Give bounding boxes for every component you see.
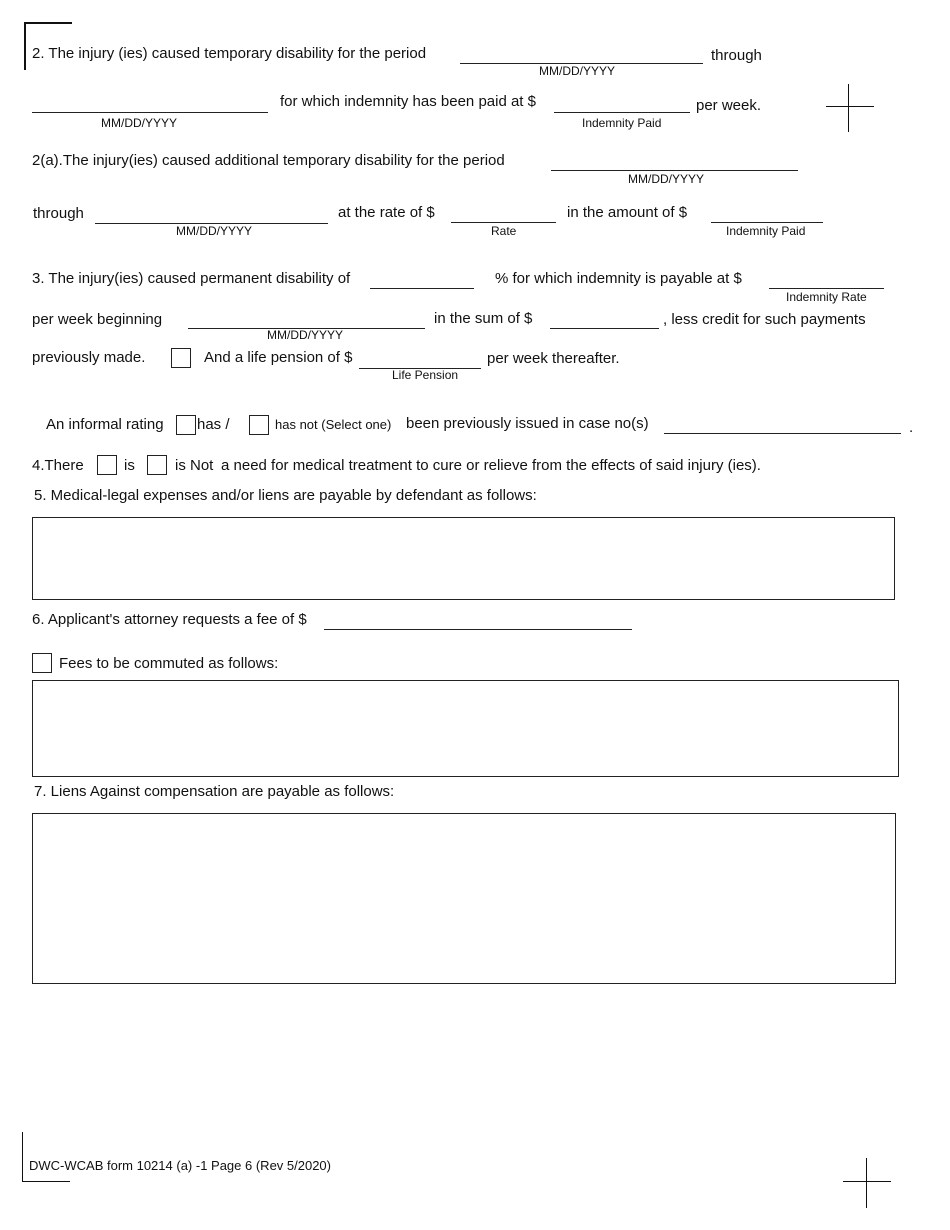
life-pension-checkbox[interactable] bbox=[171, 348, 191, 368]
sum-field[interactable] bbox=[550, 328, 659, 329]
rate-field[interactable] bbox=[451, 222, 556, 223]
informal-rating-text: An informal rating bbox=[46, 416, 164, 433]
through-text: through bbox=[33, 205, 84, 222]
date-hint: MM/DD/YYYY bbox=[101, 116, 178, 130]
section-6-label: 6. Applicant's attorney requests a fee of $ bbox=[32, 611, 307, 628]
crop-mark-bottom-left bbox=[22, 1181, 70, 1182]
section-7-label: 7. Liens Against compensation are payable as follows: bbox=[34, 783, 395, 800]
crop-mark-top-left bbox=[24, 22, 72, 24]
through-text: through bbox=[711, 47, 762, 64]
at-rate-text: at the rate of $ bbox=[338, 204, 435, 221]
in-amount-text: in the amount of $ bbox=[567, 204, 688, 221]
section-3-text: 3. The injury(ies) caused permanent disability of bbox=[32, 270, 351, 287]
issued-text: been previously issued in case no(s) bbox=[406, 415, 649, 432]
rate-hint: Rate bbox=[491, 224, 517, 238]
life-pension-hint: Life Pension bbox=[392, 368, 459, 382]
date-hint: MM/DD/YYYY bbox=[628, 172, 705, 186]
date-hint: MM/DD/YYYY bbox=[176, 224, 253, 238]
disability-percent-field[interactable] bbox=[370, 288, 474, 289]
amount-field[interactable] bbox=[711, 222, 823, 223]
less-credit-text: , less credit for such payments bbox=[663, 311, 866, 328]
indemnity-paid-hint: Indemnity Paid bbox=[726, 224, 806, 238]
liens-textbox[interactable] bbox=[32, 813, 896, 984]
is-text: is bbox=[124, 457, 135, 474]
per-week-beginning-text: per week beginning bbox=[32, 311, 163, 328]
life-pension-text: And a life pension of $ bbox=[204, 349, 353, 366]
date-hint: MM/DD/YYYY bbox=[539, 64, 616, 78]
section-5-label: 5. Medical-legal expenses and/or liens are payable by defendant as follows: bbox=[34, 487, 537, 504]
indemnity-paid-hint: Indemnity Paid bbox=[582, 116, 662, 130]
has-text: has / bbox=[197, 416, 230, 433]
crosshair-mark-bottom-right bbox=[843, 1181, 891, 1182]
section-4-text: a need for medical treatment to cure or relieve from the effects of said injury (ies). bbox=[221, 457, 761, 474]
additional-start-date-field[interactable] bbox=[551, 170, 798, 171]
section-2a-text: 2(a).The injury(ies) caused additional temporary disability for the period bbox=[32, 152, 505, 169]
end-date-field[interactable] bbox=[32, 112, 268, 113]
crosshair-mark-bottom-right bbox=[866, 1158, 867, 1208]
crop-mark-top-left bbox=[24, 22, 26, 70]
has-not-checkbox[interactable] bbox=[249, 415, 269, 435]
previously-made-text: previously made. bbox=[32, 349, 146, 366]
fees-commuted-label: Fees to be commuted as follows: bbox=[59, 655, 279, 672]
section-4-there-text: 4.There bbox=[32, 457, 84, 474]
crosshair-mark-top-right bbox=[848, 84, 849, 132]
has-not-text: has not (Select one) bbox=[275, 417, 392, 432]
per-week-text: per week. bbox=[696, 97, 762, 114]
has-checkbox[interactable] bbox=[176, 415, 196, 435]
per-week-thereafter-text: per week thereafter. bbox=[487, 350, 620, 367]
indemnity-rate-field[interactable] bbox=[769, 288, 884, 289]
indemnity-rate-hint: Indemnity Rate bbox=[786, 290, 867, 304]
fees-commuted-checkbox[interactable] bbox=[32, 653, 52, 673]
payable-at-text: % for which indemnity is payable at $ bbox=[495, 270, 742, 287]
attorney-fee-field[interactable] bbox=[324, 629, 632, 630]
crop-mark-bottom-left bbox=[22, 1132, 23, 1182]
is-not-checkbox[interactable] bbox=[147, 455, 167, 475]
period-text: . bbox=[909, 419, 914, 436]
medical-legal-textbox[interactable] bbox=[32, 517, 895, 600]
section-2-text: 2. The injury (ies) caused temporary disability for the period bbox=[32, 45, 427, 62]
is-not-text: is Not bbox=[175, 457, 214, 474]
indemnity-paid-field[interactable] bbox=[554, 112, 690, 113]
in-sum-text: in the sum of $ bbox=[434, 310, 533, 327]
is-checkbox[interactable] bbox=[97, 455, 117, 475]
date-hint: MM/DD/YYYY bbox=[267, 328, 344, 342]
crosshair-mark-top-right bbox=[826, 106, 874, 107]
indemnity-paid-text: for which indemnity has been paid at $ bbox=[280, 93, 536, 110]
case-number-field[interactable] bbox=[664, 433, 901, 434]
fees-commuted-textbox[interactable] bbox=[32, 680, 899, 777]
form-footer: DWC-WCAB form 10214 (a) -1 Page 6 (Rev 5/2020) bbox=[29, 1158, 331, 1173]
